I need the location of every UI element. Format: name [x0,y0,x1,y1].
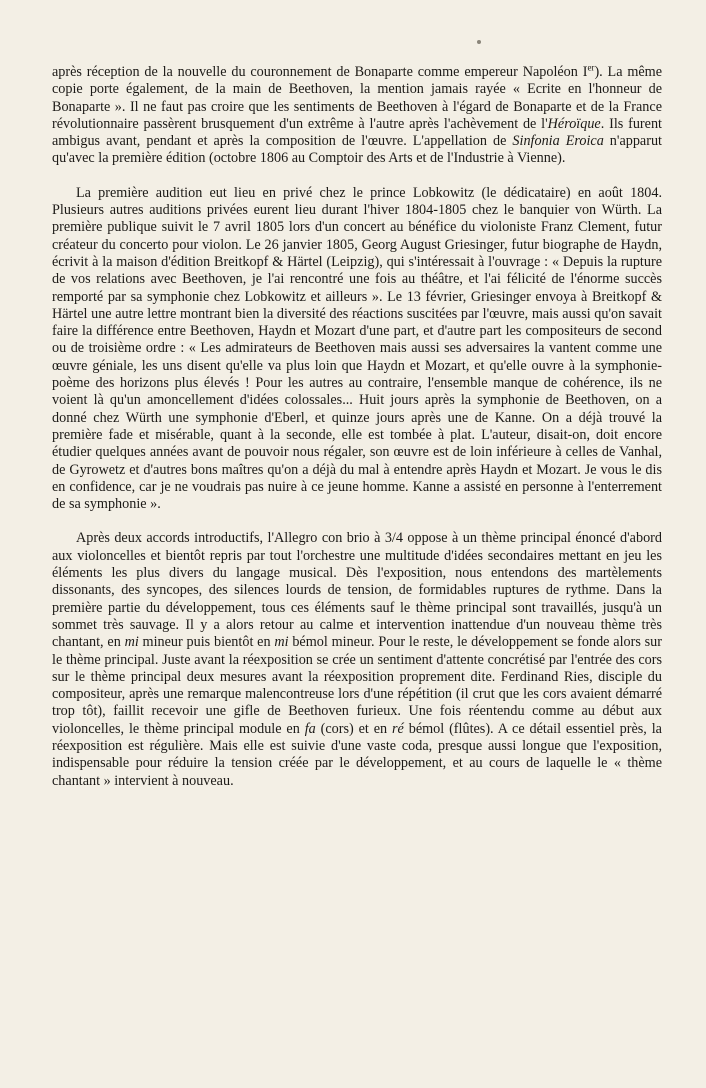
text-run: La première audition eut lieu en privé chez le prince Lobkowitz (le dédicataire) en août 1804. Plusieurs autres auditions privées eurent lieu durant l'hiver 1804-1805 chez le banquier von Würth. La première publique suivit le 7 avril 1805 lors d'un concert au bénéfice du violoniste Franz Clement, futur créateur du concerto pour violon. Le 26 janvier 1805, Georg August Griesinger, futur biographe de Haydn, écrivit à la maison d'édition Breitkopf & Härtel (Leipzig), qui s'intéressait à l'ouvrage : « Depuis la rupture de vos relations avec Beethoven, je l'ai rencontré une fois au théâtre, et l'ai félicité de l'énorme succès remporté par sa symphonie chez Lobkowitz et ailleurs ». Le 13 février, Griesinger envoya à Breitkopf & Härtel une autre lettre montrant bien la diversité des réactions suscitées par l'œuvre, mais aussi qu'on savait faire la différence entre Beethoven, Haydn et Mozart d'une part, et d'autre part les compositeurs de second ou de troisième ordre : « Les admirateurs de Beethoven mais aussi ses adversaires la vantent comme une œuvre géniale, les uns disent qu'elle va plus loin que Haydn et Mozart, et qu'elle ouvre à la symphonie-poème des horizons plus élevés ! Pour les autres au contraire, l'ensemble manque de cohérence, ils ne voient là qu'un amoncellement d'idées colossales... Huit jours après la symphonie de Beethoven, on a donné chez Würth une symphonie d'Eberl, et quinze jours après une de Kanne. On a déjà trouvé la première fade et misérable, quant à la seconde, elle est tombée à plat. L'auteur, disait-on, doit encore étudier quelques années avant de pouvoir nous régaler, son œuvre est de loin inférieure à celles de Vanhal, de Gyrowetz et d'autres bons maîtres qu'on a déjà du mal à entendre après Haydn et Mozart. Je vous le dis en confidence, car je ne voudrais pas nuire à ce jeune homme. Kanne a assisté en personne à l'enterrement de sa symphonie ». [52,184,662,513]
page-mark [477,40,481,44]
text-run: n'apparut qu'avec la première édition (octobre 1806 au Comptoir des Arts et de l'Industrie à Vienne). [52,133,662,167]
italic-term: fa [304,720,316,737]
text-run: après réception de la nouvelle du couronnement de Bonaparte comme empereur Napoléon I [52,64,588,80]
text-run: mineur puis bientôt en [138,634,275,651]
paragraph-2 [52,185,662,514]
italic-term: Sinfonia Eroica [512,133,604,150]
text-run: bémol mineur. Pour le reste, le développement se fonde alors sur le thème principal. Juste avant la réexposition se crée un sentiment d'attente concrétisé par l'entrée des cors sur le thème principal deux mesures avant la réexposition proprement dite. Ferdinand Ries, disciple du compositeur, après une remarque malencontreuse lors d'une répétition (il crut que les cors avaient démarré trop tôt), faillit recevoir une gifle de Beethoven furieux. Une fois réentendu comme au début aux violoncelles, le thème principal module en [52,634,662,737]
italic-term: mi [274,634,289,651]
paragraph-1 [52,64,662,168]
text-run: (cors) et en [315,720,393,737]
italic-term: ré [392,720,404,737]
document-body [52,64,662,790]
text-run: ). La même copie porte également, de la main de Beethoven, la mention jamais rayée « Ecrite en l'honneur de Bonaparte ». Il ne faut pas croire que les sentiments de Beethoven à l'égard de Bonaparte et de la France révolutionnaire passèrent brusquement d'un extrême à l'autre après l'achèvement de l' [52,64,663,132]
text-run: Après deux accords introductifs, l'Allegro con brio à 3/4 oppose à un thème principal énoncé d'abord aux violoncelles et bientôt repris par tout l'orchestre une multitude d'idées secondaires mettant en jeu les éléments les plus divers du langage musical. Dès l'exposition, nous entendons des martèlements dissonants, des syncopes, des silences lourds de tension, de formidables ruptures de rythme. Dans la première partie du développement, tous ces éléments sauf le thème principal sont travaillés, jusqu'à un sommet très sauvage. Il y a alors retour au calme et intervention inattendue d'un nouveau thème très chantant, en [52,530,662,651]
text-run: . Ils furent ambigus avant, pendant et après la composition de l'œuvre. L'appellation de [52,115,662,150]
text-run: bémol (flûtes). A ce détail essentiel près, la réexposition est régulière. Mais elle est suivie d'une vaste coda, presque aussi longue que l'exposition, indispensable pour réduire la tension créée par le développement, et au cours de laquelle le « thème chantant » intervient à nouveau. [52,720,662,789]
italic-term: Héroïque [547,115,601,132]
superscript: er [587,62,595,73]
italic-term: mi [124,634,139,651]
paragraph-3 [52,530,662,789]
